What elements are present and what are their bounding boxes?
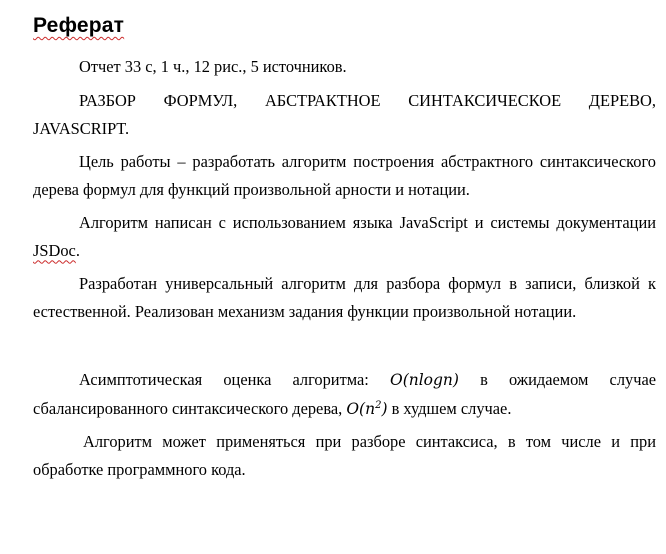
worst-formula-base: O(n [346, 399, 376, 418]
page-title-text: Реферат [33, 14, 125, 37]
implementation-paragraph [33, 209, 656, 264]
complexity-intro: Асимптотическая оценка алгоритма: [79, 370, 390, 389]
application-paragraph: Алгоритм может применяться при разборе синтаксиса, в том числе и при обработке программного кода. [33, 432, 656, 479]
implementation-end: . [75, 240, 80, 260]
goal-paragraph: Цель работы – разработать алгоритм построения абстрактного синтаксического дерева формул для функций произвольной арности и нотации. [33, 152, 656, 199]
worst-complexity-formula [346, 400, 387, 418]
complexity-paragraph [33, 366, 656, 423]
summary-paragraph: Отчет 33 с, 1 ч., 12 рис., 5 источников. [79, 57, 347, 76]
complexity-end-text: в худшем случае. [387, 398, 512, 418]
page-title [33, 12, 124, 40]
expected-complexity-formula: O(nlogn) [389, 371, 459, 389]
jsdoc-term: JSDoc [33, 240, 76, 260]
complexity-middle-text: в ожидаемом случае сбалансированного синтаксического дерева, [33, 370, 656, 418]
worst-formula-close: ) [381, 399, 388, 418]
worst-formula-exponent: 2 [375, 399, 382, 411]
result-paragraph: Разработан универсальный алгоритм для разбора формул в записи, близкой к естественной. Реализован механизм задания функции произвольной нотации. [33, 274, 656, 321]
keywords-paragraph: РАЗБОР ФОРМУЛ, АБСТРАКТНОЕ СИНТАКСИЧЕСКОЕ ДЕРЕВО, JAVASCRIPT. [33, 91, 656, 138]
implementation-text: Алгоритм написан с использованием языка JavaScript и системы документации [79, 213, 656, 232]
